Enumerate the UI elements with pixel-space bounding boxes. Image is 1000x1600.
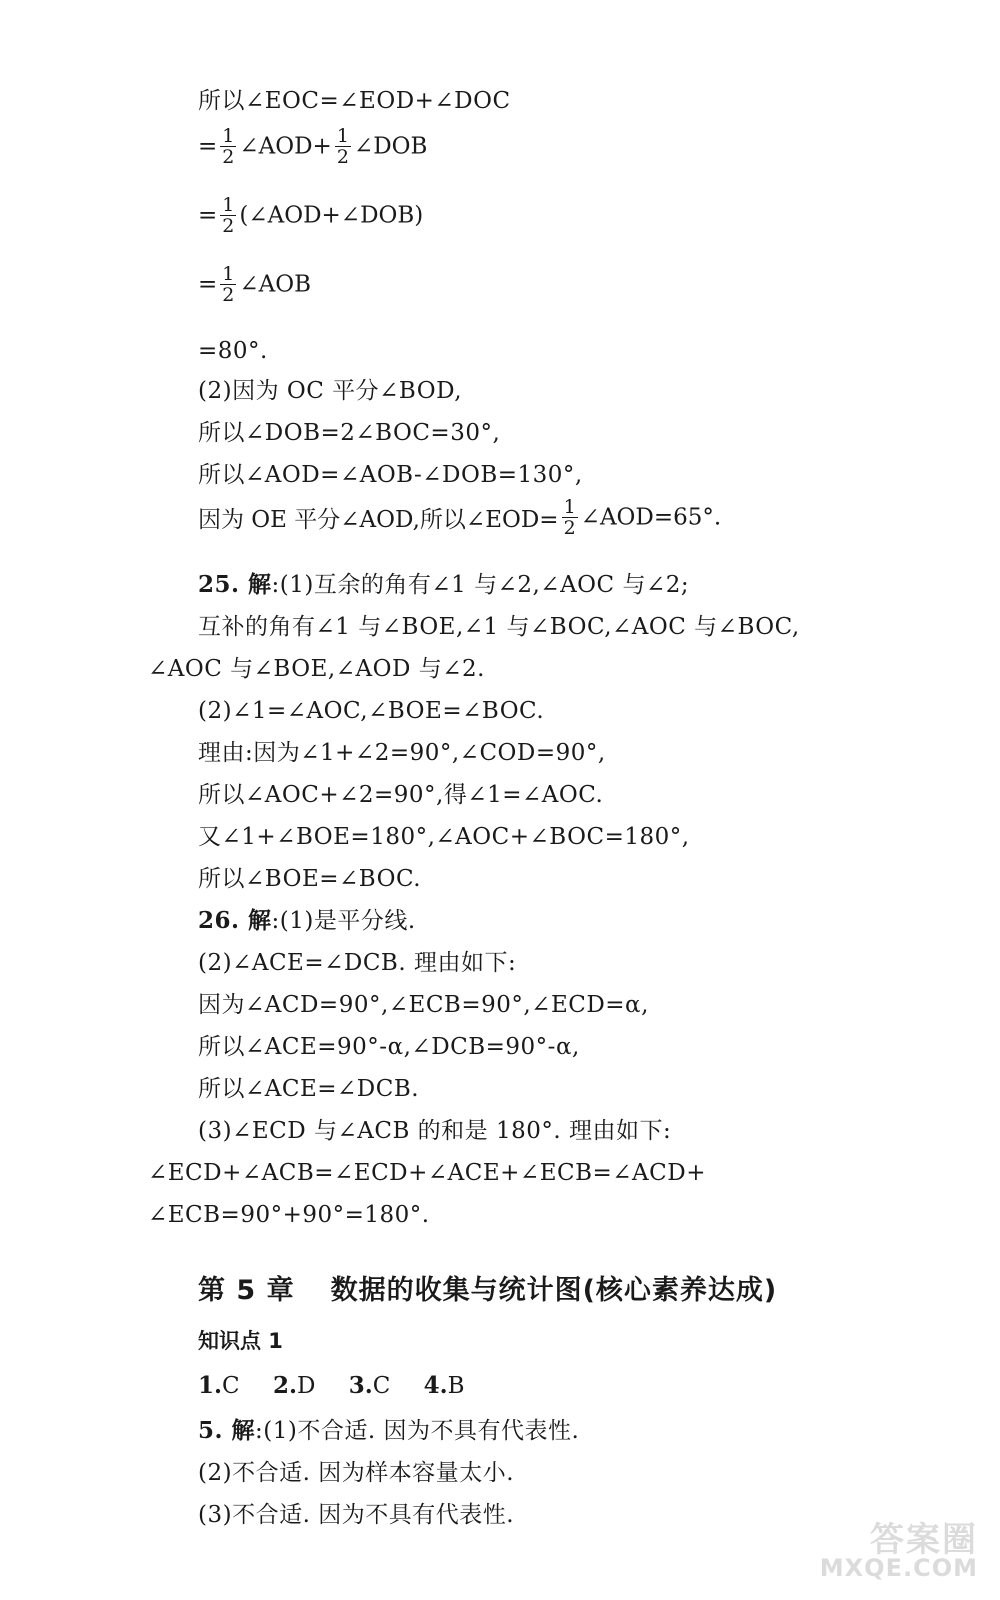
text-line: 所以∠AOC+∠2=90°,得∠1=∠AOC. (198, 782, 604, 808)
text-line: 所以∠BOE=∠BOC. (198, 866, 422, 892)
question-26-line (198, 906, 416, 936)
text-line: 所以∠ACE=90°-α,∠DCB=90°-α, (198, 1034, 580, 1060)
answer-item: 4.B (423, 1372, 465, 1399)
question-number: 5. 解 (198, 1417, 256, 1444)
text-line: =80°. (198, 338, 268, 364)
text: :(1)是平分线. (271, 908, 416, 934)
text: = (198, 133, 218, 160)
question-25-line (198, 570, 689, 600)
fraction (220, 126, 236, 167)
text: = (198, 202, 218, 229)
text-line: (3)不合适. 因为不具有代表性. (198, 1502, 515, 1528)
text-line: 所以∠EOC=∠EOD+∠DOC (198, 88, 511, 114)
math-line (198, 126, 427, 186)
fraction-numerator: 1 (222, 263, 235, 285)
text-line: ∠ECB=90°+90°=180°. (148, 1202, 430, 1228)
text: = (198, 271, 218, 298)
fraction-numerator: 1 (563, 496, 576, 518)
answer-item: 3.C (348, 1372, 391, 1399)
fraction (562, 497, 578, 538)
answer-item: 2.D (272, 1372, 316, 1399)
text: :(1)不合适. 因为不具有代表性. (255, 1418, 580, 1444)
text-line: (2)因为 OC 平分∠BOD, (198, 378, 463, 404)
text-line: 理由:因为∠1+∠2=90°,∠COD=90°, (198, 740, 606, 766)
fraction-denominator: 2 (222, 215, 235, 237)
text-line: (2)不合适. 因为样本容量太小. (198, 1460, 515, 1486)
question-number: 26. 解 (198, 907, 272, 934)
fraction (335, 126, 351, 167)
chapter-title: 数据的收集与统计图(核心素养达成) (330, 1275, 778, 1306)
text: :(1)互余的角有∠1 与∠2,∠AOC 与∠2; (271, 572, 690, 598)
text: ∠AOD+ (239, 133, 332, 160)
fraction-numerator: 1 (336, 125, 349, 147)
watermark-text: 答案圈 (870, 1520, 978, 1560)
text-line: 互补的角有∠1 与∠BOE,∠1 与∠BOC,∠AOC 与∠BOC, (198, 614, 800, 640)
fraction-numerator: 1 (222, 125, 235, 147)
text: (∠AOD+∠DOB) (239, 202, 424, 229)
text-line: (3)∠ECD 与∠ACB 的和是 180°. 理由如下: (198, 1118, 672, 1144)
text-line: 所以∠AOD=∠AOB-∠DOB=130°, (198, 462, 583, 488)
text-line: ∠AOC 与∠BOE,∠AOD 与∠2. (148, 656, 485, 682)
watermark-url: MXQE.COM (819, 1554, 978, 1582)
text-line: ∠ECD+∠ACB=∠ECD+∠ACE+∠ECB=∠ACD+ (148, 1160, 706, 1186)
math-line (198, 195, 423, 255)
text: 因为 OE 平分∠AOD,所以∠EOD= (198, 507, 559, 533)
text-line: (2)∠ACE=∠DCB. 理由如下: (198, 950, 517, 976)
question-5-line (198, 1416, 579, 1446)
fraction (220, 264, 236, 305)
fraction-denominator: 2 (336, 146, 349, 168)
math-line (198, 497, 721, 557)
text-line: 所以∠ACE=∠DCB. (198, 1076, 420, 1102)
fraction-numerator: 1 (222, 194, 235, 216)
text: ∠DOB (353, 133, 428, 160)
chapter-heading (198, 1268, 777, 1307)
fraction-denominator: 2 (222, 146, 235, 168)
fraction (220, 195, 236, 236)
question-number: 25. 解 (198, 571, 272, 598)
text-line: 因为∠ACD=90°,∠ECB=90°,∠ECD=α, (198, 992, 649, 1018)
fraction-denominator: 2 (222, 284, 235, 306)
watermark-logo (778, 1512, 978, 1582)
text: ∠AOD=65°. (580, 504, 722, 531)
answer-list (198, 1372, 491, 1399)
text-line: 又∠1+∠BOE=180°,∠AOC+∠BOC=180°, (198, 824, 690, 850)
text-line: (2)∠1=∠AOC,∠BOE=∠BOC. (198, 698, 545, 724)
text-line: 所以∠DOB=2∠BOC=30°, (198, 420, 501, 446)
text: ∠AOB (239, 271, 312, 298)
math-line (198, 264, 311, 324)
section-heading: 知识点 1 (198, 1329, 283, 1353)
chapter-number: 第 5 章 (198, 1275, 295, 1306)
answer-item: 1.C (198, 1372, 240, 1399)
fraction-denominator: 2 (563, 517, 576, 539)
